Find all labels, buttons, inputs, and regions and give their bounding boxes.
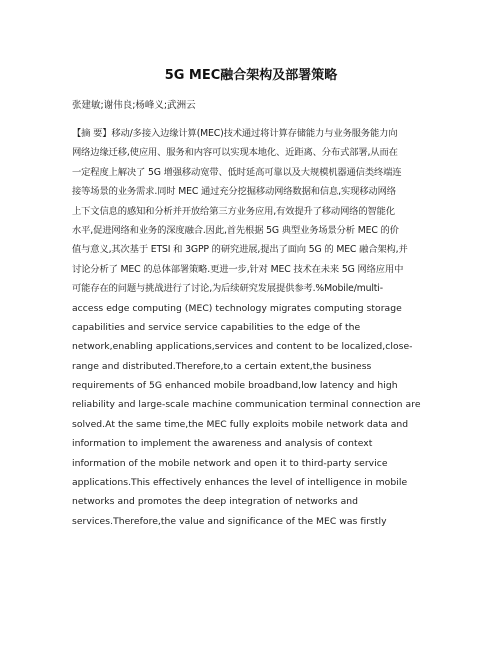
abstract-line: 讨论分析了 MEC 的总体部署策略.更进一步,针对 MEC 技术在未来 5G 网络应用中 (72, 263, 404, 275)
abstract-line: 值与意义,其次基于 ETSI 和 3GPP 的研究进展,提出了面向 5G 的 MEC 融合架构,并 (72, 244, 408, 256)
abstract-line: 【摘 要】移动/多接入边缘计算(MEC)技术通过将计算存储能力与业务服务能力向 (72, 128, 398, 139)
abstract-line: information of the mobile network and open it to third-party service (72, 457, 388, 469)
abstract-line: networks and promotes the deep integration of networks and (72, 496, 359, 508)
abstract-line: reliability and large-scale machine communication terminal connection are (72, 399, 421, 411)
abstract-line: 接等场景的业务需求.同时 MEC 通过充分挖掘移动网络数据和信息,实现移动网络 (72, 186, 396, 198)
abstract-line: 一定程度上解决了 5G 增强移动宽带、低时延高可靠以及大规模机器通信类终端连 (72, 166, 402, 178)
paper-title: 5G MEC融合架构及部署策略 (164, 68, 338, 83)
abstract-line: 水平,促进网络和业务的深度融合.因此,首先根据 5G 典型业务场景分析 MEC 的价 (72, 224, 399, 236)
abstract-line: applications.This effectively enhances the level of intelligence in mobile (72, 477, 408, 489)
abstract-line: 上下文信息的感知和分析并开放给第三方业务应用,有效提升了移动网络的智能化 (72, 205, 395, 217)
abstract-line: information to implement the awareness and analysis of context (72, 438, 373, 450)
abstract-line: requirements of 5G enhanced mobile broadband,low latency and high (72, 380, 398, 392)
abstract-line: 可能存在的问题与挑战进行了讨论,为后续研究发展提供参考.%Mobile/multi- (72, 283, 383, 295)
author-list: 张建敏;谢伟良;杨峰义;武洲云 (72, 100, 196, 111)
abstract-line: access edge computing (MEC) technology migrates computing storage (72, 302, 402, 314)
abstract-line: network,enabling applications,services and content to be localized,close- (72, 341, 413, 353)
abstract-line: services.Therefore,the value and significance of the MEC was firstly (72, 515, 387, 527)
abstract-line: range and distributed.Therefore,to a certain extent,the business (72, 360, 372, 372)
abstract-line: solved.At the same time,the MEC fully exploits mobile network data and (72, 418, 409, 430)
abstract-line: 网络边缘迁移,使应用、服务和内容可以实现本地化、近距离、分布式部署,从而在 (72, 147, 398, 159)
abstract-body (72, 124, 442, 531)
abstract-line: capabilities and service service capabilities to the edge of the (72, 321, 361, 333)
